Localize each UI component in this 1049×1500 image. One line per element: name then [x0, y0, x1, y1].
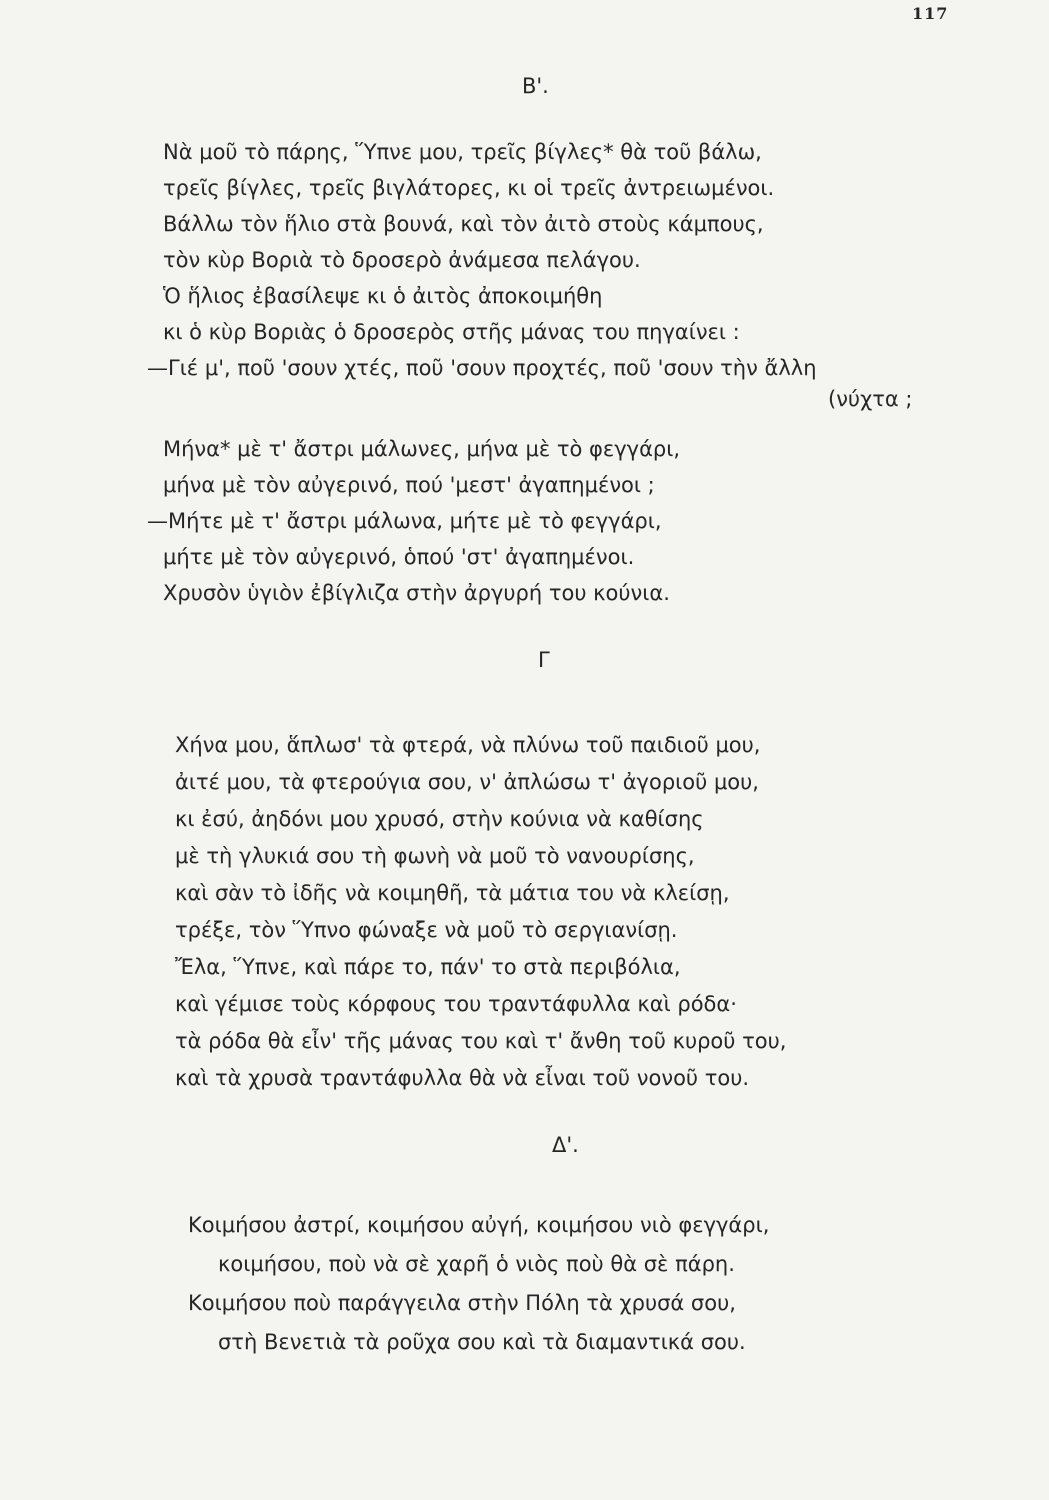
- section-heading-d: Δ'.: [552, 1133, 579, 1157]
- poem-line: μήτε μὲ τὸν αὐγερινό, ὁπού 'στ' ἀγαπημένοι.: [163, 545, 635, 569]
- page-number: 117: [912, 4, 949, 23]
- poem-line: Βάλλω τὸν ἥλιο στὰ βουνά, καὶ τὸν ἀιτὸ στοὺς κάμπους,: [163, 212, 764, 236]
- poem-line: στὴ Βενετιὰ τὰ ροῦχα σου καὶ τὰ διαμαντικά σου.: [218, 1330, 746, 1354]
- poem-line: Χρυσὸν ὑγιὸν ἐβίγλιζα στὴν ἀργυρή του κούνια.: [163, 581, 670, 605]
- poem-line: μήνα μὲ τὸν αὐγερινό, πού 'μεστ' ἀγαπημένοι ;: [163, 473, 655, 497]
- poem-line: Μήνα* μὲ τ' ἄστρι μάλωνες, μήνα μὲ τὸ φεγγάρι,: [163, 437, 681, 461]
- poem-line: καὶ τὰ χρυσὰ τραντάφυλλα θὰ νὰ εἶναι τοῦ νονοῦ του.: [175, 1066, 750, 1090]
- poem-line: κι ὁ κὺρ Βοριὰς ὁ δροσερὸς στῆς μάνας του πηγαίνει :: [163, 320, 740, 344]
- poem-line: καὶ γέμισε τοὺς κόρφους του τραντάφυλλα καὶ ρόδα·: [175, 992, 737, 1016]
- poem-line: —Μήτε μὲ τ' ἄστρι μάλωνα, μήτε μὲ τὸ φεγγάρι,: [147, 509, 662, 533]
- poem-line: —Γιέ μ', ποῦ 'σουν χτές, ποῦ 'σουν προχτές, ποῦ 'σουν τὴν ἄλλη: [147, 356, 817, 380]
- poem-line: τὰ ρόδα θὰ εἶν' τῆς μάνας του καὶ τ' ἄνθη τοῦ κυροῦ του,: [175, 1029, 787, 1053]
- poem-line: τὸν κὺρ Βοριὰ τὸ δροσερὸ ἀνάμεσα πελάγου.: [163, 248, 641, 272]
- poem-line: τρεῖς βίγλες, τρεῖς βιγλάτορες, κι οἱ τρεῖς ἀντρειωμένοι.: [163, 176, 775, 200]
- poem-line: Κοιμήσου ποὺ παράγγειλα στὴν Πόλη τὰ χρυσά σου,: [188, 1291, 736, 1315]
- section-heading-b: Β'.: [522, 74, 549, 98]
- section-heading-g: Γ: [538, 648, 550, 672]
- poem-line: τρέξε, τὸν Ὕπνο φώναξε νὰ μοῦ τὸ σεργιανίσῃ.: [175, 918, 678, 942]
- poem-line: κι ἐσύ, ἀηδόνι μου χρυσό, στὴν κούνια νὰ καθίσης: [175, 807, 704, 831]
- poem-line: ἀιτέ μου, τὰ φτερούγια σου, ν' ἀπλώσω τ' ἀγοριοῦ μου,: [175, 770, 759, 794]
- poem-line: Ὁ ἥλιος ἐβασίλεψε κι ὁ ἀιτὸς ἀποκοιμήθη: [163, 284, 603, 308]
- poem-line: Ἔλα, Ὕπνε, καὶ πάρε το, πάν' το στὰ περιβόλια,: [175, 955, 681, 979]
- poem-line: καὶ σὰν τὸ ἰδῆς νὰ κοιμηθῆ, τὰ μάτια του νὰ κλείσῃ,: [175, 881, 730, 905]
- poem-line-continuation: (νύχτα ;: [828, 387, 913, 411]
- poem-line: Χήνα μου, ἅπλωσ' τὰ φτερά, νὰ πλύνω τοῦ παιδιοῦ μου,: [175, 733, 761, 757]
- poem-line: κοιμήσου, ποὺ νὰ σὲ χαρῆ ὁ νιὸς ποὺ θὰ σὲ πάρη.: [218, 1252, 735, 1276]
- poem-line: Κοιμήσου ἀστρί, κοιμήσου αὐγή, κοιμήσου νιὸ φεγγάρι,: [188, 1213, 770, 1237]
- poem-line: Νὰ μοῦ τὸ πάρης, Ὕπνε μου, τρεῖς βίγλες* θὰ τοῦ βάλω,: [163, 140, 762, 164]
- poem-line: μὲ τὴ γλυκιά σου τὴ φωνὴ νὰ μοῦ τὸ νανουρίσης,: [175, 844, 695, 868]
